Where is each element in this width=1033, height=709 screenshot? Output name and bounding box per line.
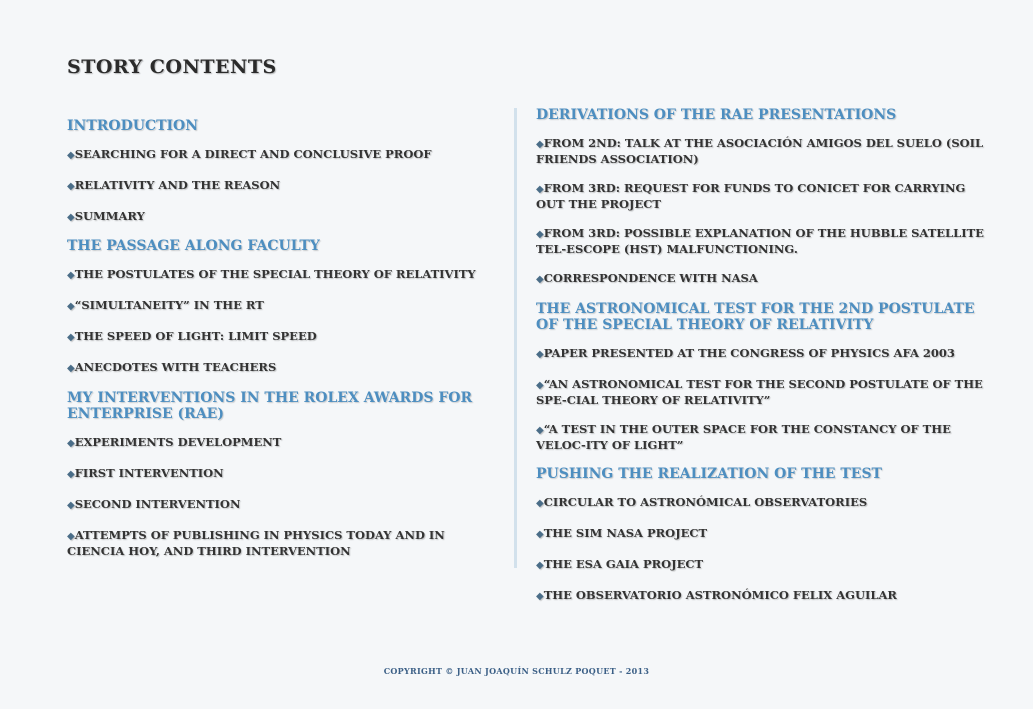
toc-item[interactable]: ◆PAPER PRESENTED AT THE CONGRESS OF PHYSICS AFA 2003 bbox=[536, 346, 955, 360]
toc-item[interactable]: ◆ANECDOTES WITH TEACHERS bbox=[67, 360, 277, 374]
toc-item[interactable]: ◆“SIMULTANEITY” IN THE RT bbox=[67, 298, 264, 312]
toc-item[interactable]: ◆ATTEMPTS OF PUBLISHING IN PHYSICS TODAY AND IN CIENCIA HOY, AND THIRD INTERVENTION bbox=[67, 528, 445, 558]
diamond-bullet-icon: ◆ bbox=[536, 425, 544, 436]
toc-item[interactable]: ◆THE ESA GAIA PROJECT bbox=[536, 557, 704, 571]
section-heading-introduction: INTRODUCTION bbox=[67, 118, 199, 134]
diamond-bullet-icon: ◆ bbox=[67, 270, 75, 281]
diamond-bullet-icon: ◆ bbox=[536, 349, 544, 360]
toc-item[interactable]: ◆SECOND INTERVENTION bbox=[67, 497, 241, 511]
toc-item[interactable]: ◆THE POSTULATES OF THE SPECIAL THEORY OF RELATIVITY bbox=[67, 267, 476, 281]
toc-item[interactable]: ◆EXPERIMENTS DEVELOPMENT bbox=[67, 435, 282, 449]
toc-item[interactable]: ◆SUMMARY bbox=[67, 209, 145, 223]
diamond-bullet-icon: ◆ bbox=[536, 139, 544, 150]
diamond-bullet-icon: ◆ bbox=[67, 469, 75, 480]
toc-item[interactable]: ◆“A TEST IN THE OUTER SPACE FOR THE CONSTANCY OF THE VELOC-ITY OF LIGHT” bbox=[536, 422, 951, 452]
toc-item[interactable]: ◆CIRCULAR TO ASTRONÓMICAL OBSERVATORIES bbox=[536, 495, 868, 509]
diamond-bullet-icon: ◆ bbox=[536, 380, 544, 391]
column-divider bbox=[514, 108, 517, 568]
section-heading-derivations: DERIVATIONS OF THE RAE PRESENTATIONS bbox=[536, 107, 897, 123]
toc-item[interactable]: ◆FROM 3RD: POSSIBLE EXPLANATION OF THE HUBBLE SATELLITE TEL-ESCOPE (HST) MALFUNCTIONING. bbox=[536, 226, 984, 256]
section-heading-faculty: THE PASSAGE ALONG FACULTY bbox=[67, 238, 320, 254]
toc-item[interactable]: ◆FIRST INTERVENTION bbox=[67, 466, 224, 480]
diamond-bullet-icon: ◆ bbox=[67, 181, 75, 192]
toc-item[interactable]: ◆THE OBSERVATORIO ASTRONÓMICO FELIX AGUILAR bbox=[536, 588, 897, 602]
diamond-bullet-icon: ◆ bbox=[67, 531, 75, 542]
left-column bbox=[67, 118, 492, 573]
diamond-bullet-icon: ◆ bbox=[67, 301, 75, 312]
toc-item[interactable]: ◆THE SIM NASA PROJECT bbox=[536, 526, 708, 540]
section-heading-rolex-awards: MY INTERVENTIONS IN THE ROLEX AWARDS FOR ENTERPRISE (RAE) bbox=[67, 390, 473, 422]
toc-item[interactable]: ◆THE SPEED OF LIGHT: LIMIT SPEED bbox=[67, 329, 317, 343]
diamond-bullet-icon: ◆ bbox=[67, 500, 75, 511]
diamond-bullet-icon: ◆ bbox=[67, 332, 75, 343]
toc-item[interactable]: ◆CORRESPONDENCE WITH NASA bbox=[536, 271, 758, 285]
diamond-bullet-icon: ◆ bbox=[536, 560, 544, 571]
toc-item[interactable]: ◆FROM 2ND: TALK AT THE ASOCIACIÓN AMIGOS DEL SUELO (SOIL FRIENDS ASSOCIATION) bbox=[536, 136, 984, 166]
diamond-bullet-icon: ◆ bbox=[536, 498, 544, 509]
toc-item[interactable]: ◆“AN ASTRONOMICAL TEST FOR THE SECOND POSTULATE OF THE SPE-CIAL THEORY OF RELATIVITY” bbox=[536, 377, 983, 407]
right-column bbox=[536, 107, 991, 619]
page-title: STORY CONTENTS bbox=[67, 56, 277, 78]
diamond-bullet-icon: ◆ bbox=[536, 274, 544, 285]
toc-item[interactable]: ◆SEARCHING FOR A DIRECT AND CONCLUSIVE PROOF bbox=[67, 147, 432, 161]
diamond-bullet-icon: ◆ bbox=[536, 529, 544, 540]
diamond-bullet-icon: ◆ bbox=[67, 363, 75, 374]
section-heading-pushing-test: PUSHING THE REALIZATION OF THE TEST bbox=[536, 466, 882, 482]
diamond-bullet-icon: ◆ bbox=[67, 438, 75, 449]
toc-item[interactable]: ◆FROM 3RD: REQUEST FOR FUNDS TO CONICET FOR CARRYING OUT THE PROJECT bbox=[536, 181, 966, 211]
toc-item[interactable]: ◆RELATIVITY AND THE REASON bbox=[67, 178, 281, 192]
copyright-footer: COPYRIGHT © JUAN JOAQUÍN SCHULZ POQUET - 2013 bbox=[383, 666, 650, 676]
diamond-bullet-icon: ◆ bbox=[67, 150, 75, 161]
diamond-bullet-icon: ◆ bbox=[67, 212, 75, 223]
diamond-bullet-icon: ◆ bbox=[536, 184, 544, 195]
diamond-bullet-icon: ◆ bbox=[536, 229, 544, 240]
diamond-bullet-icon: ◆ bbox=[536, 591, 544, 602]
section-heading-astronomical-test: THE ASTRONOMICAL TEST FOR THE 2ND POSTULATE OF THE SPECIAL THEORY OF RELATIVITY bbox=[536, 301, 975, 333]
